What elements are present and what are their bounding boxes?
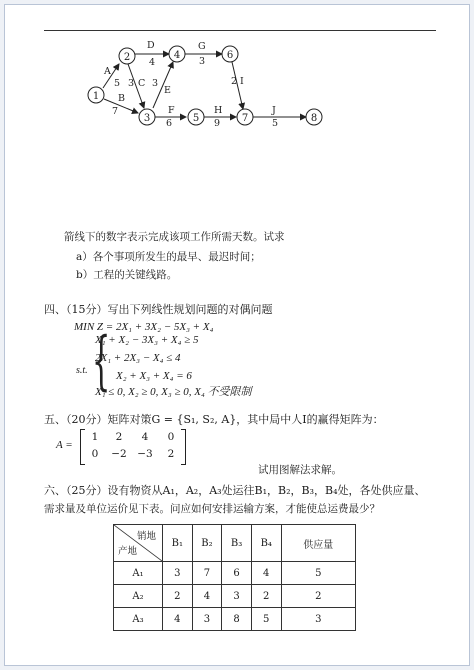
q4-title: 四、（15分）写出下列线性规划问题的对偶问题 [44,303,273,316]
activity-b-name: B [118,93,125,104]
q3-part-b: b）工程的关键线路。 [76,269,178,281]
node-label-2: 2 [123,52,131,63]
activity-g-name: G [198,41,206,52]
table-cell: 3 [192,608,222,631]
matrix-cell: 2 [167,448,175,460]
activity-h-days: 9 [214,118,221,129]
matrix-cell: −3 [137,448,153,460]
q3-part-a: a）各个事项所发生的最早、最迟时间； [76,251,261,263]
q4-constraint-4: X₁ ≤ 0, X₂ ≥ 0, X₃ ≥ 0, X₄ 不受限制 [95,386,252,398]
table-row [114,585,356,608]
node-label-5: 5 [192,113,200,124]
table-row [114,562,356,585]
q4-brace: { [92,324,111,398]
table-header-cell: B₄ [251,525,281,562]
activity-d-days: 4 [149,57,156,68]
activity-j-days: 5 [272,118,279,129]
activity-e-days: 3 [152,78,159,89]
row-label: A₃ [114,608,163,631]
activity-i-days: 2 [231,76,238,87]
table-header-row [114,525,356,562]
matrix-cell: 1 [91,431,99,443]
activity-c-days: 3 [128,78,135,89]
matrix-cell: 0 [167,431,175,443]
q6-line-2: 需求量及单位运价见下表。问应如何安排运输方案，才能使总运费最少？ [44,503,380,515]
row-label: A₂ [114,585,163,608]
matrix-cell: 2 [115,431,123,443]
table-cell: 5 [251,608,281,631]
transport-table [113,524,356,631]
activity-f-name: F [168,105,175,116]
q5-instruction: 试用图解法求解。 [258,464,342,476]
corner-bottom-label: 产地 [118,546,138,557]
activity-d-name: D [147,40,155,51]
activity-f-days: 6 [166,118,173,129]
table-row [114,608,356,631]
row-label: A₁ [114,562,163,585]
activity-a-name: A [104,66,111,77]
q5-title: 五、（20分）矩阵对策G = {S₁, S₂, A}，其中局中人Ⅰ的赢得矩阵为： [44,413,384,426]
table-cell: 2 [251,585,281,608]
activity-i-name: I [240,76,244,87]
table-cell: 5 [281,562,355,585]
activity-e-name: E [164,85,171,96]
q5-matrix-label: A = [56,439,73,451]
table-cell: 4 [251,562,281,585]
table-header-cell: B₃ [222,525,252,562]
table-header-cell: B₂ [192,525,222,562]
q3-intro: 箭线下的数字表示完成该项工作所需天数。试求 [64,231,285,243]
table-cell: 3 [222,585,252,608]
payoff-matrix [80,429,186,465]
activity-g-days: 3 [199,56,206,67]
table-cell: 4 [192,585,222,608]
q4-constraint-1: X₁ + X₂ − 3X₃ + X₄ ≥ 5 [95,334,199,346]
activity-c-name: C [138,78,146,89]
table-cell: 6 [222,562,252,585]
q4-constraint-3: X₂ + X₃ + X₄ = 6 [116,370,192,382]
node-label-8: 8 [310,113,318,124]
table-cell: 2 [163,585,193,608]
table-header-cell: B₁ [163,525,193,562]
q4-st-label: s.t. [76,365,88,376]
matrix-cell: 0 [91,448,99,460]
table-header-cell: 供应量 [281,525,355,562]
table-cell: 8 [222,608,252,631]
activity-b-days: 7 [112,106,119,117]
network-diagram [0,0,474,140]
table-cell: 3 [163,562,193,585]
node-label-4: 4 [173,50,181,61]
table-cell: 4 [163,608,193,631]
q4-constraint-2: 2X₁ + 2X₃ − X₄ ≤ 4 [95,352,181,364]
table-cell: 7 [192,562,222,585]
node-label-7: 7 [241,113,249,124]
matrix-cell: −2 [111,448,127,460]
activity-a-days: 5 [114,78,121,89]
table-corner-cell [114,525,163,562]
table-cell: 2 [281,585,355,608]
node-label-1: 1 [92,91,100,102]
node-label-6: 6 [226,50,234,61]
q4-objective: MIN Z = 2X₁ + 3X₂ − 5X₃ + X₄ [74,321,214,333]
activity-j-name: J [272,105,276,116]
corner-top-label: 销地 [136,531,156,542]
node-label-3: 3 [143,113,151,124]
table-cell: 3 [281,608,355,631]
matrix-cell: 4 [141,431,149,443]
activity-h-name: H [214,105,223,116]
q6-line-1: 六、（25分）设有物资从A₁，A₂，A₃处运往B₁，B₂，B₃，B₄处，各处供应量、 [44,484,426,497]
